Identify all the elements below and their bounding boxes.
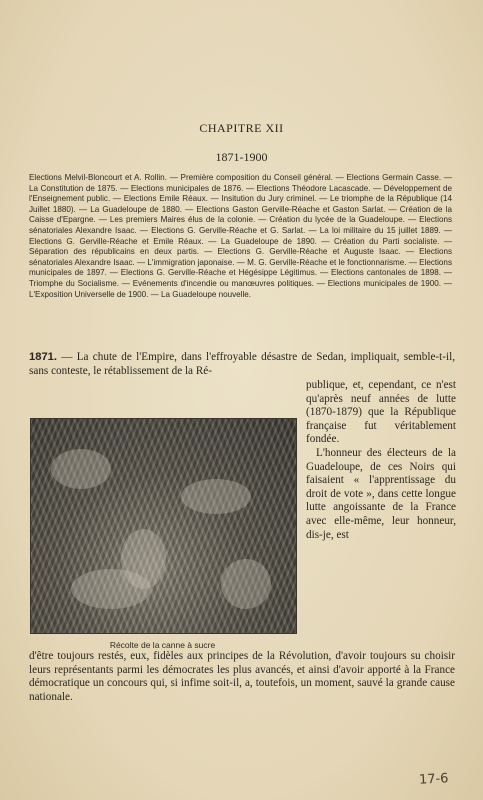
summary-text: Elections Melvil-Bloncourt et A. Rollin. — Première composition du Conseil général. — Elections Germain Casse. — La Constitution de 1875. — Elections municipales de 1876. — Elections Théodore Lacascade. — Développement de l'Enseignement public. — Elections Emile Réaux. — Insitution du Jury criminel. — Le triomphe de la République (14 Juillet 1880). — La Guadeloupe de 1880. — Elections Gaston Gerville-Réache et Gaston Sarlat. — Création de la Caisse d'Epargne. — Les premiers Maires élus de la colonie. — Création du lycée de la Guadeloupe. — Elections sénatoriales Alexandre Isaac. — Elections G. Gerville-Réache et G. Sarlat. — La loi militaire du 15 juillet 1889. — Elections G. Gerville-Réache et Emile Réaux. — La Guadeloupe de 1890. — Création du Parti socialiste. — Séparation des républicains en deux partis. — Elections G. Gerville-Réache et Auguste Isaac. — Elections sénatoriales Alexandre Isaac. — L'immigration japonaise. — M. G. Gerville-Réache et le fonctionnarisme. — Elections municipales de 1897. — Elections G. Gerville-Réache et Hégésippe Légitimus. — Elections cantonales de 1898. — Triomphe du Socialisme. — Evénements d'incendie ou manœuvres politiques. — Elections municipales de 1900. — L'Exposition Universelle de 1900. — La Guadeloupe nouvelle. <box>29 173 452 299</box>
handwritten-page-number: 17-6 <box>418 771 449 788</box>
chapter-title: CHAPITRE XII <box>199 121 284 135</box>
sugarcane-harvest-photo <box>30 418 297 634</box>
paragraph-column-text-1: publique, et, cependant, ce n'est qu'après neuf années de lutte (1870-1879) que la République française fut véritablement fondée. <box>306 379 456 446</box>
chapter-years: 1871-1900 <box>215 150 268 164</box>
paragraph-column <box>306 379 456 542</box>
paragraph-column-text-2: L'honneur des électeurs de la Guadeloupe, de ces Noirs qui faisaient « l'apprentissage du droit de vote », dans cette longue lutte angoissante de la France avec elle-même, leur honneur, dis-je, est <box>306 446 456 541</box>
chapter-summary <box>29 173 452 300</box>
paragraph-opening-text: — La chute de l'Empire, dans l'effroyable désastre de Sedan, impliquait, semble-t-il, sans conteste, le rétablissement de la Ré- <box>29 351 455 377</box>
year-lead: 1871. <box>29 351 57 363</box>
photo-caption: Récolte de la canne à sucre <box>109 640 216 650</box>
paragraph-closing: d'être toujours restés, eux, fidèles aux principes de la Révolution, d'avoir toujours su choisir leurs représentants parmi les démocrates les plus avancés, et ainsi d'avoir apporté à la France démocratique un concours qui, si infime soit-il, a, toutefois, un moment, sauvé la grande cause nationale. <box>29 650 455 703</box>
paragraph-opening <box>29 351 455 378</box>
